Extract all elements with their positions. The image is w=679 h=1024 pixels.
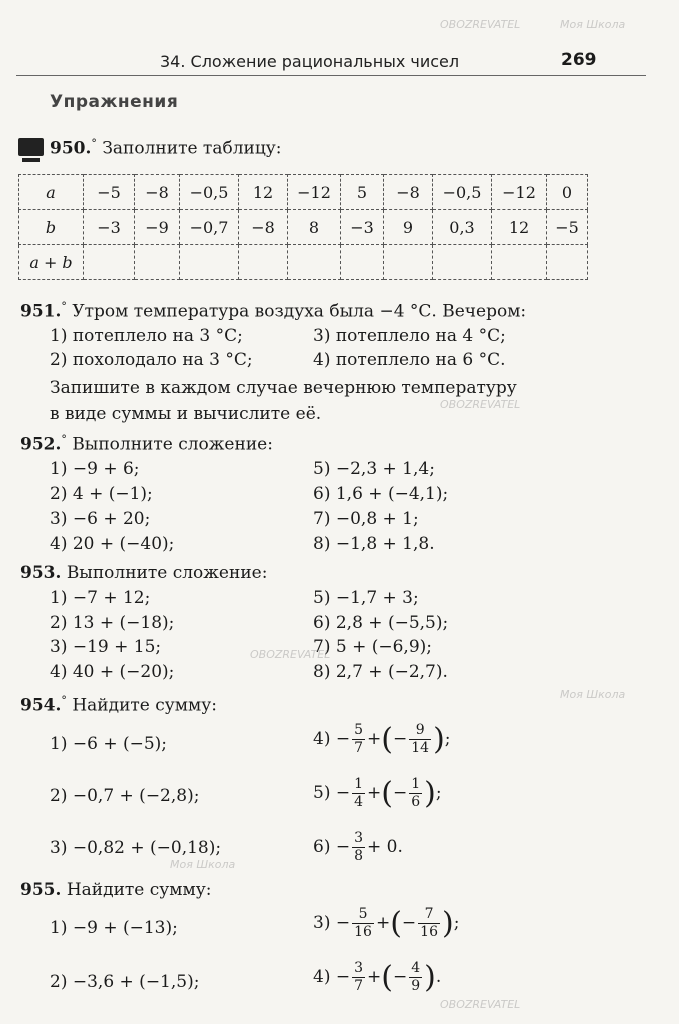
exercise-954-fraction-item: 4) − $\frac{5}{7}$ +(− $\frac{9}{14}$ ); bbox=[313, 722, 451, 757]
table-cell: −0,5 bbox=[180, 175, 239, 210]
exercise-955-item: 1) −9 + (−13); bbox=[50, 918, 178, 938]
exercise-955-fraction-item: 4) − $\frac{3}{7}$ +(− $\frac{4}{9}$ ). bbox=[313, 960, 442, 995]
table-cell bbox=[547, 245, 588, 280]
exercise-953-item: 6) 2,8 + (−5,5); bbox=[313, 613, 449, 633]
table-cell bbox=[433, 245, 492, 280]
exercise-952-heading: 952.° Выполните сложение: bbox=[20, 433, 273, 455]
exercise-950-table bbox=[18, 174, 588, 280]
exercise-952-item: 7) −0,8 + 1; bbox=[313, 509, 419, 529]
table-cell: 8 bbox=[288, 210, 341, 245]
table-cell: 12 bbox=[492, 210, 547, 245]
table-row-label: a + b bbox=[19, 245, 84, 280]
table-cell: 9 bbox=[384, 210, 433, 245]
watermark: OBOZREVATEL bbox=[440, 998, 521, 1011]
exercise-952-item: 6) 1,6 + (−4,1); bbox=[313, 484, 449, 504]
table-cell: −0,7 bbox=[180, 210, 239, 245]
table-cell bbox=[492, 245, 547, 280]
page-number: 269 bbox=[561, 50, 597, 70]
table-cell: −8 bbox=[239, 210, 288, 245]
exercise-953-item: 5) −1,7 + 3; bbox=[313, 588, 419, 608]
running-head: 34. Сложение рациональных чисел bbox=[160, 52, 460, 71]
exercise-955-fraction-item: 3) − $\frac{5}{16}$ +(− $\frac{7}{16}$ ); bbox=[313, 906, 460, 941]
table-cell: −8 bbox=[135, 175, 180, 210]
table-cell bbox=[239, 245, 288, 280]
exercise-951-item: 4) потеплело на 6 °С. bbox=[313, 350, 506, 370]
watermark: OBOZREVATEL bbox=[440, 398, 521, 411]
exercise-953-heading: 953. Выполните сложение: bbox=[20, 563, 268, 583]
exercise-951-heading: 951.° Утром температура воздуха была −4 °С. Вечером: bbox=[20, 300, 527, 322]
table-row-a bbox=[19, 175, 588, 210]
watermark: OBOZREVATEL bbox=[250, 648, 331, 661]
exercise-953-item: 4) 40 + (−20); bbox=[50, 662, 175, 682]
exercise-952-item: 5) −2,3 + 1,4; bbox=[313, 459, 435, 479]
exercise-952-item: 3) −6 + 20; bbox=[50, 509, 151, 529]
header-rule bbox=[16, 75, 646, 76]
exercise-953-item: 3) −19 + 15; bbox=[50, 637, 162, 657]
exercise-952-item: 2) 4 + (−1); bbox=[50, 484, 153, 504]
table-cell: −8 bbox=[384, 175, 433, 210]
table-cell: −12 bbox=[492, 175, 547, 210]
table-row-sum bbox=[19, 245, 588, 280]
exercise-953-item: 8) 2,7 + (−2,7). bbox=[313, 662, 448, 682]
table-row-b bbox=[19, 210, 588, 245]
exercise-955-item: 2) −3,6 + (−1,5); bbox=[50, 972, 200, 992]
watermark: Моя Школа bbox=[560, 18, 626, 31]
exercise-952-item: 1) −9 + 6; bbox=[50, 459, 140, 479]
computer-icon bbox=[18, 138, 44, 156]
exercise-950-heading: 950.° Заполните таблицу: bbox=[50, 137, 282, 159]
exercise-952-item: 8) −1,8 + 1,8. bbox=[313, 534, 435, 554]
watermark: Моя Школа bbox=[170, 858, 236, 871]
table-cell: 0 bbox=[547, 175, 588, 210]
exercise-954-fraction-item: 5) − $\frac{1}{4}$ +(− $\frac{1}{6}$ ); bbox=[313, 776, 442, 811]
table-cell: −5 bbox=[547, 210, 588, 245]
exercise-951-item: 3) потеплело на 4 °С; bbox=[313, 326, 506, 346]
table-cell: −9 bbox=[135, 210, 180, 245]
table-cell: 5 bbox=[341, 175, 384, 210]
exercise-953-item: 1) −7 + 12; bbox=[50, 588, 151, 608]
exercise-955-heading: 955. Найдите сумму: bbox=[20, 880, 212, 900]
table-cell bbox=[84, 245, 135, 280]
table-cell: −12 bbox=[288, 175, 341, 210]
exercise-954-item: 1) −6 + (−5); bbox=[50, 734, 168, 754]
exercise-951-item: 2) похолодало на 3 °С; bbox=[50, 350, 253, 370]
watermark: Моя Школа bbox=[560, 688, 626, 701]
table-row-label: a bbox=[19, 175, 84, 210]
exercise-954-heading: 954.° Найдите сумму: bbox=[20, 694, 217, 716]
exercise-954-fraction-item: 6) − $\frac{3}{8}$ + 0. bbox=[313, 830, 403, 864]
exercise-951-task: в виде суммы и вычислите её. bbox=[50, 404, 322, 424]
exercise-953-item: 7) 5 + (−6,9); bbox=[313, 637, 432, 657]
exercise-951-task: Запишите в каждом случае вечернюю температуру bbox=[50, 378, 517, 398]
exercise-954-item: 2) −0,7 + (−2,8); bbox=[50, 786, 200, 806]
table-cell: −3 bbox=[341, 210, 384, 245]
section-title: Упражнения bbox=[50, 92, 179, 112]
watermark: OBOZREVATEL bbox=[440, 18, 521, 31]
page-header bbox=[0, 48, 679, 76]
table-cell: 12 bbox=[239, 175, 288, 210]
table-cell bbox=[180, 245, 239, 280]
exercise-952-item: 4) 20 + (−40); bbox=[50, 534, 175, 554]
exercise-951-item: 1) потеплело на 3 °С; bbox=[50, 326, 243, 346]
table-row-label: b bbox=[19, 210, 84, 245]
table-cell: −0,5 bbox=[433, 175, 492, 210]
table-cell bbox=[384, 245, 433, 280]
table-cell: −5 bbox=[84, 175, 135, 210]
table-cell: −3 bbox=[84, 210, 135, 245]
exercise-953-item: 2) 13 + (−18); bbox=[50, 613, 175, 633]
exercise-954-item: 3) −0,82 + (−0,18); bbox=[50, 838, 222, 858]
table-cell bbox=[135, 245, 180, 280]
table-cell: 0,3 bbox=[433, 210, 492, 245]
table-cell bbox=[288, 245, 341, 280]
table-cell bbox=[341, 245, 384, 280]
